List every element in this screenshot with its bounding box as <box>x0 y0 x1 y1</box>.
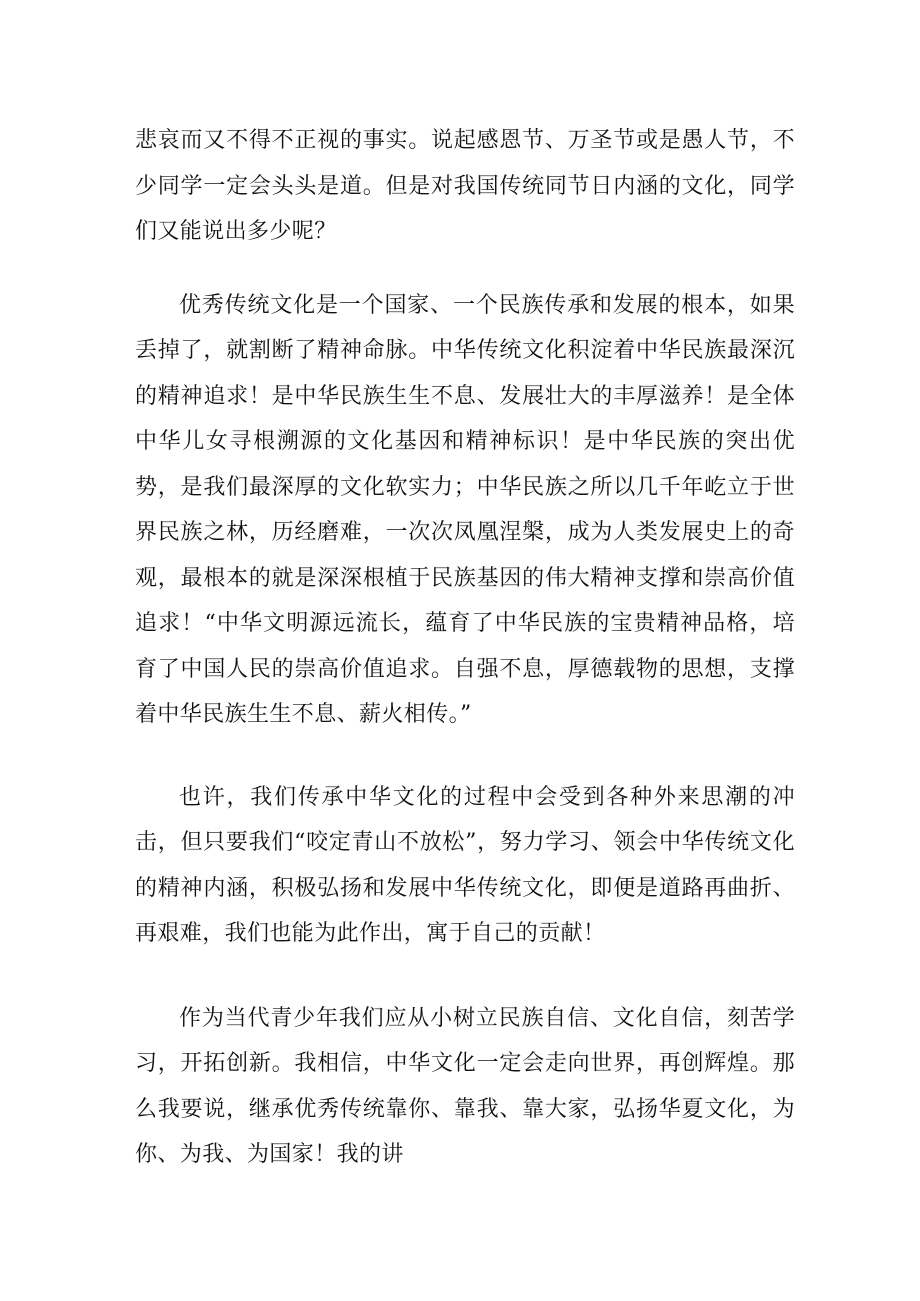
paragraph-2: 优秀传统文化是一个国家、一个民族传承和发展的根本，如果丢掉了，就割断了精神命脉。中华传统文化积淀着中华民族最深沉的精神追求！是中华民族生生不息、发展壮大的丰厚滋养！是全体中华儿女寻根溯源的文化基因和精神标识！是中华民族的突出优势，是我们最深厚的文化软实力；中华民族之所以几千年屹立于世界民族之林，历经磨难，一次次凤凰涅槃，成为人类发展史上的奇观，最根本的就是深深根植于民族基因的伟大精神支撑和崇高价值追求！“中华文明源远流长，蕴育了中华民族的宝贵精神品格，培育了中国人民的崇高价值追求。自强不息，厚德载物的思想，支撑着中华民族生生不息、薪火相传。” <box>135 292 795 727</box>
paragraph-1: 悲哀而又不得不正视的事实。说起感恩节、万圣节或是愚人节，不少同学一定会头头是道。但是对我国传统同节日内涵的文化，同学们又能说出多少呢？ <box>135 128 795 244</box>
paragraph-3: 也许，我们传承中华文化的过程中会受到各种外来思潮的冲击，但只要我们“咬定青山不放松”，努力学习、领会中华传统文化的精神内涵，积极弘扬和发展中华传统文化，即便是道路再曲折、再艰难，我们也能为此作出，寓于自己的贡献！ <box>135 784 795 946</box>
paragraph-4: 作为当代青少年我们应从小树立民族自信、文化自信，刻苦学习，开拓创新。我相信，中华文化一定会走向世界，再创辉煌。那么我要说，继承优秀传统靠你、靠我、靠大家，弘扬华夏文化，为你、为我、为国家！我的讲 <box>135 1005 795 1167</box>
document-body <box>135 118 795 1178</box>
